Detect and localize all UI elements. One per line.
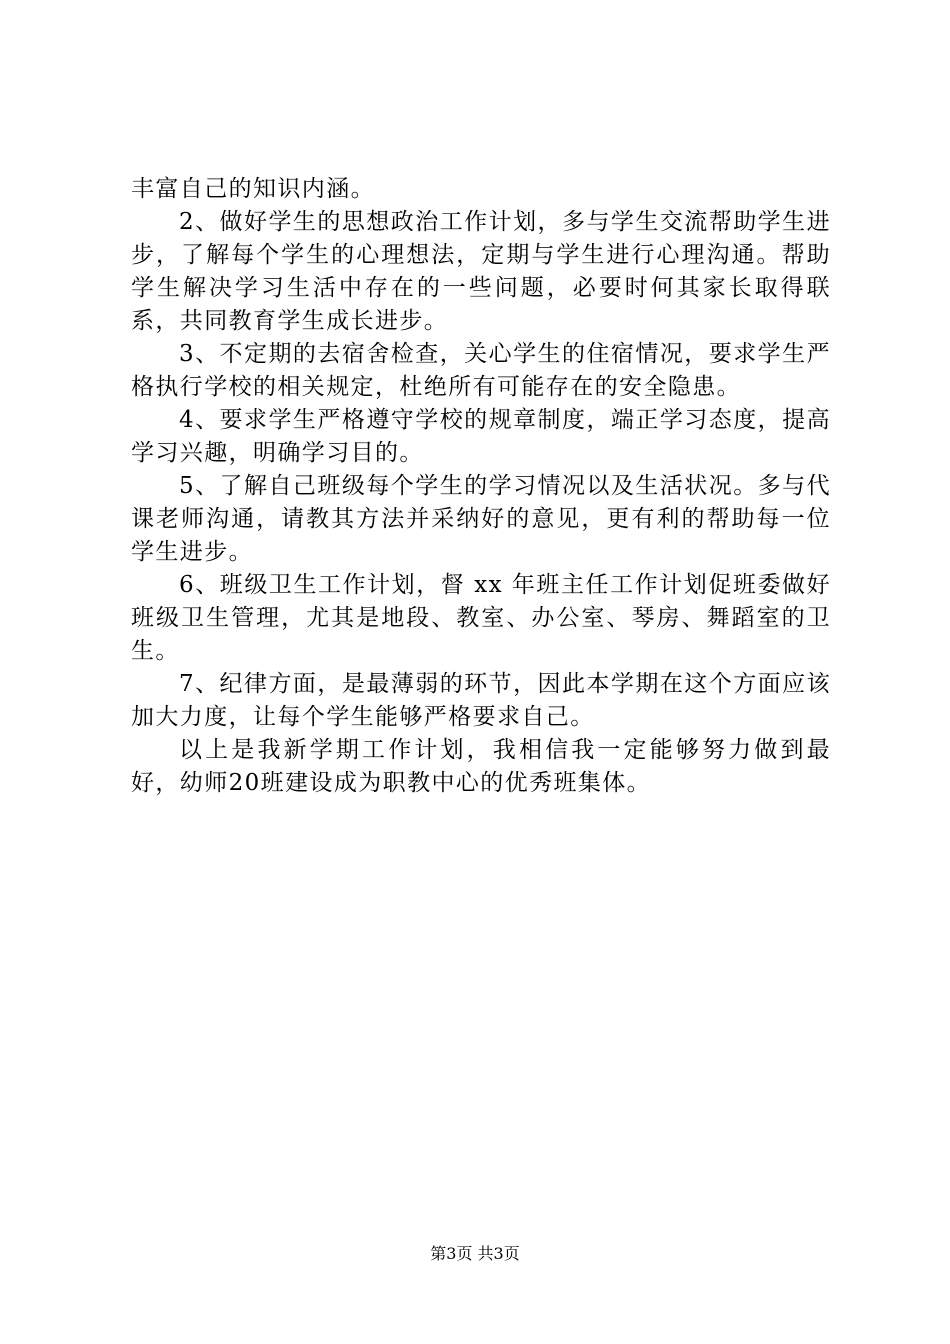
paragraph-item-7: 7、纪律方面，是最薄弱的环节，因此本学期在这个方面应该加大力度，让每个学生能够严格要求自己。 [131, 671, 831, 730]
paragraph-continuation: 丰富自己的知识内涵。 [131, 176, 375, 202]
page-number-label: 第3页 共3页 [430, 1244, 520, 1263]
paragraph-item-6: 6、班级卫生工作计划，督 xx 年班主任工作计划促班委做好班级卫生管理，尤其是地段、教室、办公室、琴房、舞蹈室的卫生。 [131, 572, 831, 664]
paragraph-item-2: 2、做好学生的思想政治工作计划，多与学生交流帮助学生进步，了解每个学生的心理想法，定期与学生进行心理沟通。帮助学生解决学习生活中存在的一些问题，必要时何其家长取得联系，共同教育学生成长进步。 [131, 209, 831, 334]
page-footer [0, 1244, 950, 1264]
document-body [131, 173, 831, 800]
paragraph-item-5: 5、了解自己班级每个学生的学习情况以及生活状况。多与代课老师沟通，请教其方法并采纳好的意见，更有利的帮助每一位学生进步。 [131, 473, 831, 565]
paragraph-item-4: 4、要求学生严格遵守学校的规章制度，端正学习态度，提高学习兴趣，明确学习目的。 [131, 407, 831, 466]
paragraph-item-3: 3、不定期的去宿舍检查，关心学生的住宿情况，要求学生严格执行学校的相关规定，杜绝所有可能存在的安全隐患。 [131, 341, 831, 400]
paragraph-conclusion: 以上是我新学期工作计划，我相信我一定能够努力做到最好，幼师20班建设成为职教中心的优秀班集体。 [131, 737, 831, 796]
